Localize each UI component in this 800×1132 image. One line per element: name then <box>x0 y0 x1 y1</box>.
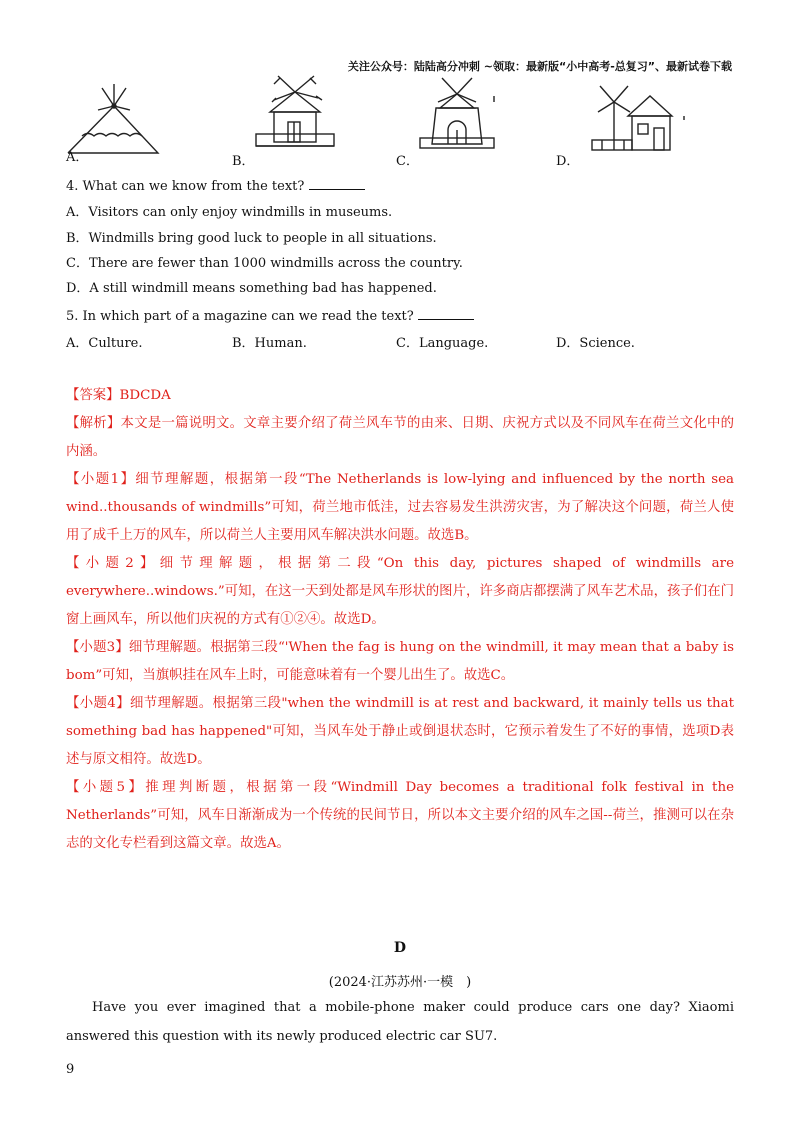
page-header: 关注公众号：陆陆高分冲刺 ~领取：最新版“小中高考-总复习”、最新试卷下载 <box>347 60 732 73</box>
q4-option-d: D．A still windmill means something bad has happened. <box>66 281 437 296</box>
analysis-item-4: 【小题4】细节理解题。根据第三段"when the windmill is at rest and backward, it mainly tells us that something bad has happened"可知，当风车处于静止或倒退状态时，它预示着发生了不好的事情，选项D表述与原文相符。故选D。 <box>66 696 734 767</box>
windmill-tower-icon <box>412 72 502 162</box>
analysis-item-2: 【小题2】细节理解题，根据第二段“On this day, pictures shaped of windmills are everywhere..windows.”可知，在这一天到处都是风车形状的图片，许多商店都摆满了风车艺术品，孩子们在门窗上画风车，所以他们庆祝的方式有①②④。故选D。 <box>66 556 734 627</box>
analysis-summary: 【解析】本文是一篇说明文。文章主要介绍了荷兰风车节的由来、日期、庆祝方式以及不同风车在荷兰文化中的内涵。 <box>66 416 734 459</box>
q4-stem <box>66 177 365 196</box>
page-number: 9 <box>66 1062 75 1077</box>
option-b-label: B． <box>232 154 255 169</box>
windmill-cottage-icon <box>588 76 688 161</box>
q4-stem-text: 4. What can we know from the text? <box>66 179 305 194</box>
answer-line: 【答案】BDCDA <box>66 388 171 403</box>
section-passage: Have you ever imagined that a mobile-phone maker could produce cars one day? Xiaomi answered this question with its newly produced electric car SU7. <box>66 1000 734 1044</box>
windmill-house-icon <box>250 72 340 162</box>
option-c-label: C． <box>396 154 419 169</box>
q5-option-c: C．Language. <box>396 336 489 351</box>
q5-stem <box>66 307 474 326</box>
q5-stem-text: 5. In which part of a magazine can we read the text? <box>66 309 414 324</box>
q5-option-d: D．Science. <box>556 336 635 351</box>
answer-section <box>66 382 734 858</box>
option-d-image <box>588 76 688 165</box>
analysis-item-5: 【小题5】推理判断题，根据第一段“Windmill Day becomes a traditional folk festival in the Netherlands”可知，风车日渐渐成为一个传统的民间节日，所以本文主要介绍的风车之国--荷兰，推测可以在杂志的文化专栏看到这篇文章。故选A。 <box>66 780 734 851</box>
answer-blank <box>309 177 365 190</box>
section-source: (2024·江苏苏州·一模 ) <box>328 975 472 990</box>
q4-option-c: C．There are fewer than 1000 windmills across the country. <box>66 256 463 271</box>
option-d-label: D． <box>556 154 580 169</box>
q4-option-a: A．Visitors can only enjoy windmills in museums. <box>66 205 393 220</box>
analysis-item-3: 【小题3】细节理解题。根据第三段“'When the fag is hung on the windmill, it may mean that a baby is bom”可知，当旗帜挂在风车上时，可能意味着有一个婴儿出生了。故选C。 <box>66 640 734 683</box>
q4-option-b: B．Windmills bring good luck to people in all situations. <box>66 231 437 246</box>
answer-blank <box>418 307 474 320</box>
analysis-item-1: 【小题1】细节理解题，根据第一段“The Netherlands is low-lying and influenced by the north sea wind..thousands of windmills”可知，荷兰地市低洼，过去容易发生洪涝灾害，为了解决这个问题，荷兰人使用了成千上万的风车，所以荷兰人主要用风车解决洪水问题。故选B。 <box>66 472 734 543</box>
option-b-image <box>250 72 340 166</box>
q5-option-a: A．Culture. <box>66 336 143 351</box>
q5-option-b: B．Human. <box>232 336 307 351</box>
option-a-label: A． <box>66 150 89 165</box>
option-c-image <box>412 72 502 166</box>
section-letter: D <box>393 940 407 956</box>
